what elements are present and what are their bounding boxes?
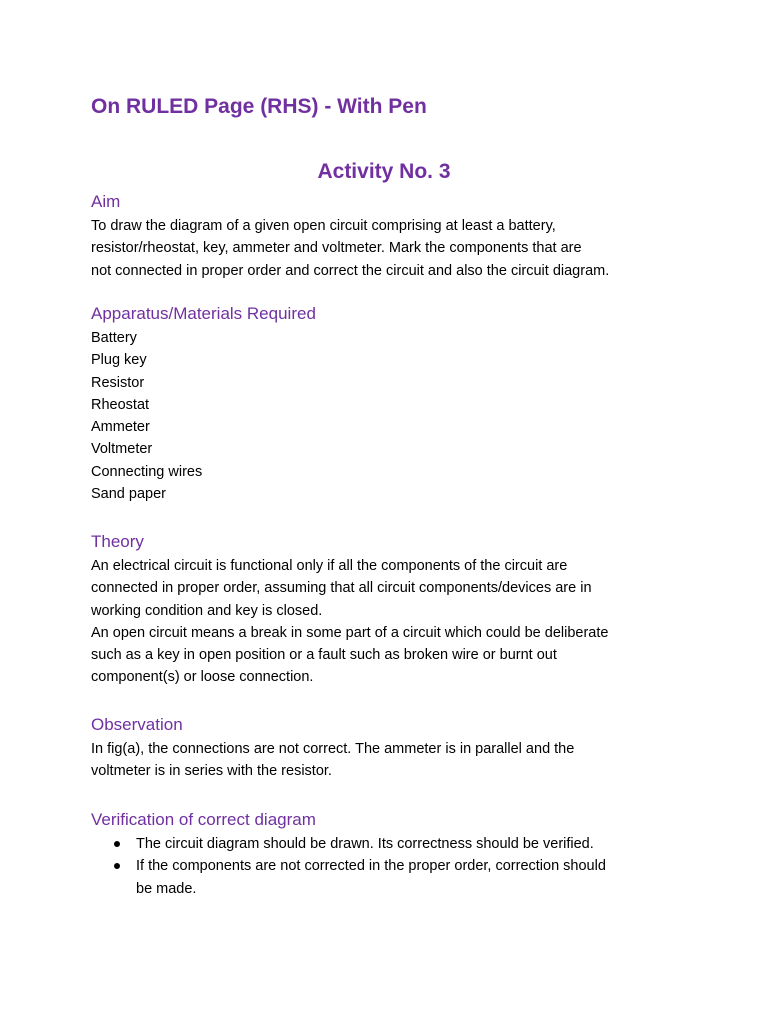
theory-section <box>91 531 691 689</box>
verification-text: If the components are not corrected in the proper order, correction should <box>136 858 606 875</box>
activity-title: Activity No. 3 <box>317 160 451 183</box>
observation-section <box>91 714 691 783</box>
bullet-icon <box>114 863 120 869</box>
aim-line: not connected in proper order and correct the circuit and also the circuit diagram. <box>91 262 610 279</box>
apparatus-item: Battery <box>91 330 137 346</box>
verification-text: The circuit diagram should be drawn. Its correctness should be verified. <box>136 836 594 852</box>
aim-line: To draw the diagram of a given open circuit comprising at least a battery, <box>91 218 556 234</box>
apparatus-heading: Apparatus/Materials Required <box>91 304 316 323</box>
theory-line: connected in proper order, assuming that all circuit components/devices are in <box>91 580 592 597</box>
aim-heading: Aim <box>91 192 121 211</box>
verification-text: be made. <box>136 880 197 897</box>
verification-item <box>91 855 691 900</box>
observation-line: In fig(a), the connections are not correct. The ammeter is in parallel and the <box>91 741 575 757</box>
theory-heading: Theory <box>91 532 144 551</box>
theory-line: such as a key in open position or a fault such as broken wire or burnt out <box>91 647 557 664</box>
apparatus-list <box>91 327 691 505</box>
verification-section <box>91 809 691 900</box>
apparatus-item: Plug key <box>91 352 147 369</box>
apparatus-item: Voltmeter <box>91 441 153 458</box>
page-title: On RULED Page (RHS) - With Pen <box>91 95 427 118</box>
theory-line: An open circuit means a break in some part of a circuit which could be deliberate <box>91 624 609 641</box>
verification-list <box>91 833 691 900</box>
verification-item <box>91 833 691 855</box>
apparatus-item: Resistor <box>91 374 145 391</box>
verification-heading: Verification of correct diagram <box>91 810 316 829</box>
apparatus-item: Rheostat <box>91 396 150 413</box>
observation-line: voltmeter is in series with the resistor. <box>91 763 332 780</box>
observation-heading: Observation <box>91 715 183 734</box>
apparatus-section <box>91 303 691 505</box>
aim-line: resistor/rheostat, key, ammeter and voltmeter. Mark the components that are <box>91 240 582 257</box>
theory-line: An electrical circuit is functional only if all the components of the circuit are <box>91 558 568 574</box>
aim-section <box>91 191 691 282</box>
apparatus-item: Ammeter <box>91 419 150 436</box>
bullet-icon <box>114 841 120 847</box>
apparatus-item: Connecting wires <box>91 463 203 480</box>
theory-line: component(s) or loose connection. <box>91 669 314 686</box>
apparatus-item: Sand paper <box>91 486 166 503</box>
theory-line: working condition and key is closed. <box>91 602 323 619</box>
